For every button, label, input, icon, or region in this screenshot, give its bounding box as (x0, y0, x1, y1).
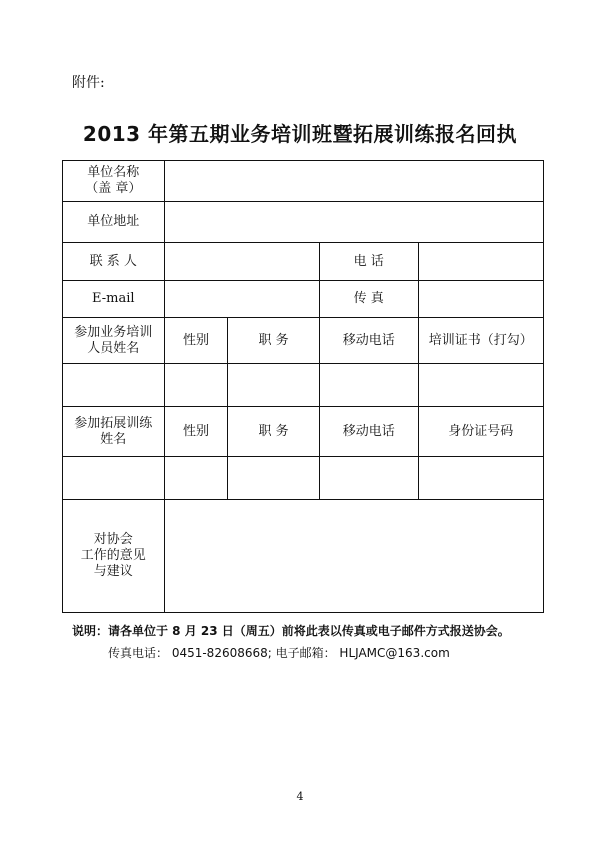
phone-field[interactable] (419, 243, 543, 280)
training-mobile-field[interactable] (320, 364, 419, 406)
attachment-label: 附件: (72, 75, 105, 91)
expansion-id-number-header: 身份证号码 (448, 423, 514, 439)
row-contact (63, 243, 543, 281)
expansion-gender-field[interactable] (165, 457, 229, 499)
expansion-position-header: 职 务 (228, 407, 320, 456)
training-attendee-label: 参加业务培训 人员姓名 (63, 318, 165, 363)
expansion-id-number-field[interactable] (419, 457, 543, 499)
training-position-field[interactable] (228, 364, 320, 406)
opinion-label: 对协会 工作的意见 与建议 (63, 500, 165, 612)
instructions-note: 说明：请各单位于 8 月 23 日（周五）前将此表以传真或电子邮件方式报送协会。 (72, 624, 510, 638)
training-entry-row (63, 364, 543, 407)
row-expansion-header (63, 407, 543, 457)
expansion-name-field[interactable] (63, 457, 165, 499)
training-position-header: 职 务 (228, 318, 320, 363)
expansion-attendee-label: 参加拓展训练 姓名 (63, 407, 165, 456)
registration-form-table (62, 160, 544, 613)
training-mobile-header: 移动电话 (320, 318, 419, 363)
row-opinion (63, 500, 543, 612)
expansion-gender-header: 性别 (165, 407, 229, 456)
expansion-mobile-field[interactable] (320, 457, 419, 499)
training-gender-header: 性别 (165, 318, 229, 363)
training-certificate-field[interactable] (419, 364, 543, 406)
row-unit-address (63, 202, 543, 243)
unit-address-field[interactable] (165, 202, 543, 242)
training-certificate-header: 培训证书（打勾） (428, 332, 533, 348)
row-email (63, 281, 543, 318)
expansion-entry-row (63, 457, 543, 500)
email-field[interactable] (165, 281, 320, 317)
contact-info-note: 传真电话： 0451-82608668; 电子邮箱： HLJAMC@163.com (108, 646, 450, 660)
row-training-header (63, 318, 543, 364)
page-number: 4 (296, 790, 304, 803)
fax-label: 传 真 (320, 281, 419, 317)
opinion-field[interactable] (165, 500, 543, 612)
phone-label: 电 话 (320, 243, 419, 280)
contact-field[interactable] (165, 243, 320, 280)
email-label: E-mail (63, 281, 165, 317)
fax-field[interactable] (419, 281, 543, 317)
training-name-field[interactable] (63, 364, 165, 406)
form-title: 2013 年第五期业务培训班暨拓展训练报名回执 (82, 122, 518, 146)
unit-name-field[interactable] (165, 161, 543, 201)
expansion-mobile-header: 移动电话 (320, 407, 419, 456)
contact-label: 联 系 人 (63, 243, 165, 280)
unit-name-label: 单位名称 （盖 章） (63, 161, 165, 201)
expansion-position-field[interactable] (228, 457, 320, 499)
training-gender-field[interactable] (165, 364, 229, 406)
unit-address-label: 单位地址 (63, 202, 165, 242)
row-unit-name (63, 161, 543, 202)
